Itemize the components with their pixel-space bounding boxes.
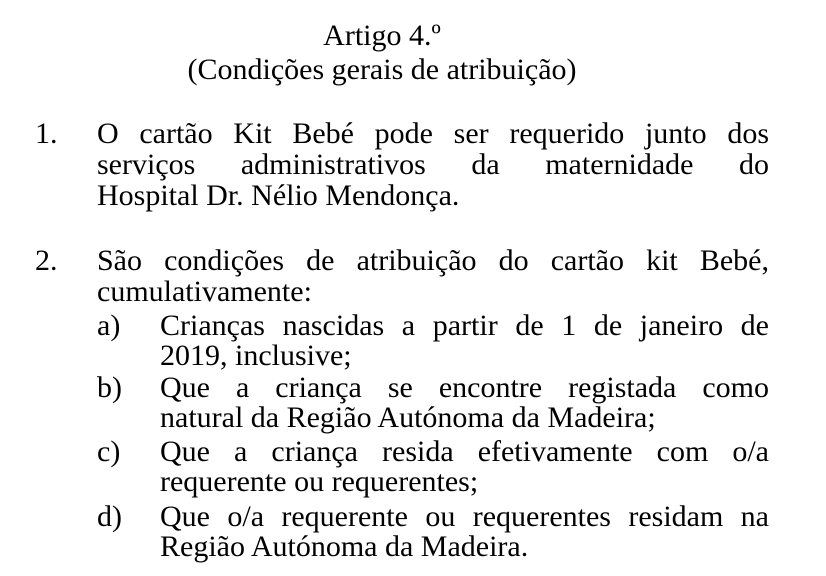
subitem-text-line: Crianças nascidas a partir de 1 de janeiro de xyxy=(160,309,769,342)
subitem-text-line: Que a criança se encontre registada como xyxy=(160,371,769,404)
item-text-line: cumulativamente: xyxy=(97,275,312,308)
subitem-letter: a) xyxy=(97,309,121,342)
item-number: 2. xyxy=(35,244,58,277)
subitem-text-line: requerente ou requerentes; xyxy=(160,465,479,498)
item-text-line: Hospital Dr. Nélio Mendonça. xyxy=(97,179,460,212)
subitem-text-line: Que o/a requerente ou requerentes residam na xyxy=(160,500,769,533)
article-title: Artigo 4.º xyxy=(323,19,441,52)
subitem-text-line: Que a criança resida efetivamente com o/a xyxy=(160,435,769,468)
subitem-letter: c) xyxy=(97,435,121,468)
item-text-line: O cartão Kit Bebé pode ser requerido junto dos xyxy=(97,117,769,150)
item-number: 1. xyxy=(35,117,58,150)
subitem-letter: d) xyxy=(97,500,122,533)
subitem-text-line: natural da Região Autónoma da Madeira; xyxy=(160,401,656,434)
subitem-text-line: Região Autónoma da Madeira. xyxy=(160,530,529,563)
item-text-line: São condições de atribuição do cartão kit Bebé, xyxy=(97,244,769,277)
subitem-text-line: 2019, inclusive; xyxy=(160,339,352,372)
item-text-line: serviços administrativos da maternidade do xyxy=(97,148,769,181)
article-subtitle: (Condições gerais de atribuição) xyxy=(187,53,577,86)
subitem-letter: b) xyxy=(97,371,122,404)
